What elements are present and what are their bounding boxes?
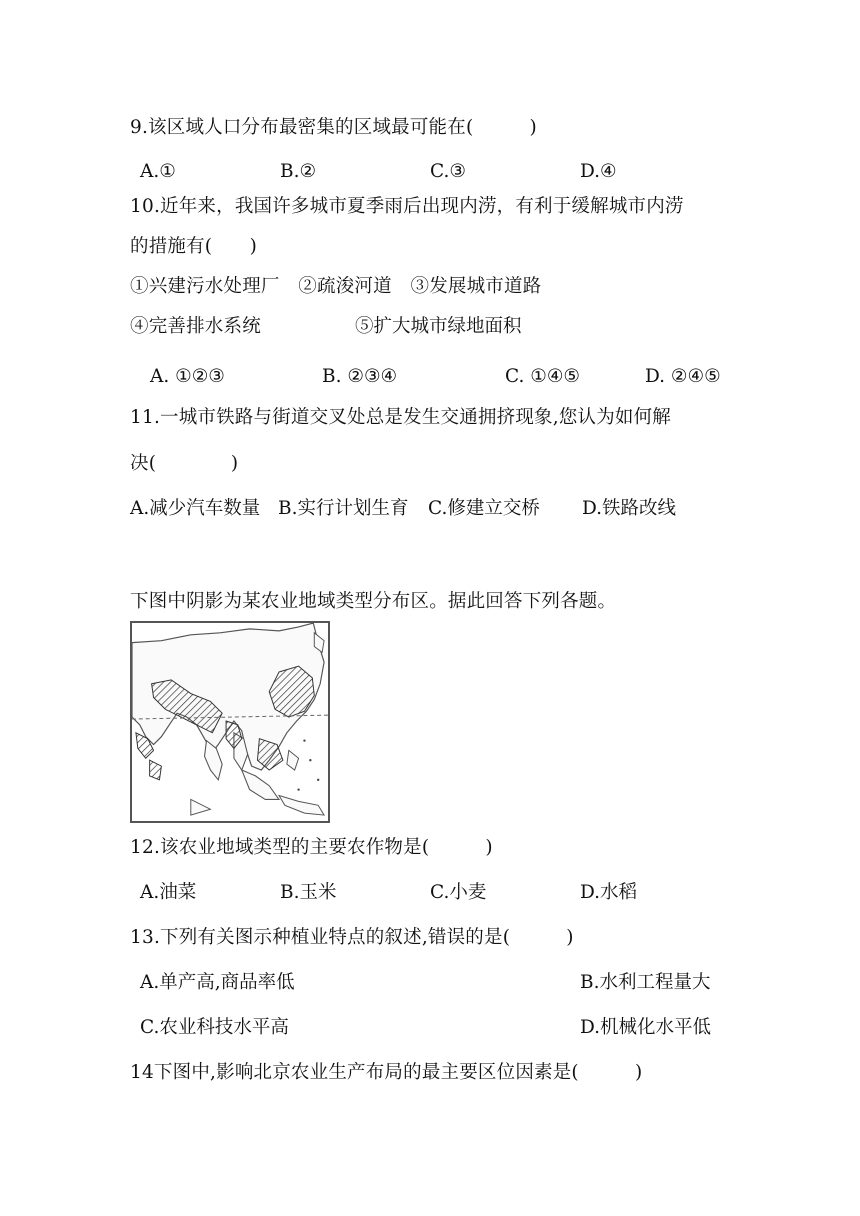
q11-option-b: B.实行计划生育 [278,498,409,519]
q11-option-d: D.铁路改线 [582,498,677,519]
q9-option-b: B.② [280,161,317,182]
q10-stem-line2: 的措施有( ) [130,236,258,257]
q13-option-d: D.机械化水平低 [580,1017,712,1038]
agriculture-map [130,621,330,823]
q13-option-c: C.农业科技水平高 [140,1017,289,1038]
q11-option-a: A.减少汽车数量 [130,498,261,519]
q9-stem: 9.该区域人口分布最密集的区域最可能在( ) [130,117,537,138]
malay-outline [242,770,279,799]
q10-option-a: A. ①②③ [150,366,225,387]
q12-option-d: D.水稻 [580,882,638,903]
q11-stem-line1: 11.一城市铁路与街道交叉处总是发生交通拥挤现象,您认为如何解 [130,407,672,428]
small-shaded-region [150,760,162,780]
q12-option-a: A.油菜 [140,882,197,903]
island-outline-4 [191,799,211,815]
india-south-outline [205,741,223,780]
q10-measures-line2a: ④完善排水系统 [130,316,261,337]
q10-measures-line2b: ⑤扩大城市绿地面积 [355,316,522,337]
island-outline-1 [287,750,299,770]
q13-option-b: B.水利工程量大 [580,972,711,993]
q13-option-a: A.单产高,商品率低 [140,972,295,993]
q9-option-c: C.③ [430,161,466,182]
q14-stem: 14下图中,影响北京农业生产布局的最主要区位因素是( ) [130,1062,643,1083]
asia-map-drawing [132,623,328,821]
map-intro-text: 下图中阴影为某农业地域类型分布区。据此回答下列各题。 [130,591,617,612]
q9-option-d: D.④ [580,161,617,182]
q10-option-c: C. ①④⑤ [505,366,581,387]
q10-stem-line1: 10.近年来，我国许多城市夏季雨后出现内涝，有利于缓解城市内涝 [130,196,684,217]
island-outline-3 [279,796,324,816]
q12-option-b: B.玉米 [280,882,337,903]
q11-stem-line2: 决( ) [130,453,239,474]
q9-option-a: A.① [140,161,176,182]
q12-stem: 12.该农业地域类型的主要农作物是( ) [130,837,493,858]
q11-option-c: C.修建立交桥 [428,498,540,519]
q13-stem: 13.下列有关图示种植业特点的叙述,错误的是( ) [130,927,574,948]
q10-option-d: D. ②④⑤ [645,366,721,387]
q10-measures-line1: ①兴建污水处理厂 ②疏浚河道 ③发展城市道路 [130,276,542,297]
q10-option-b: B. ②③④ [322,366,398,387]
q12-option-c: C.小麦 [430,882,487,903]
